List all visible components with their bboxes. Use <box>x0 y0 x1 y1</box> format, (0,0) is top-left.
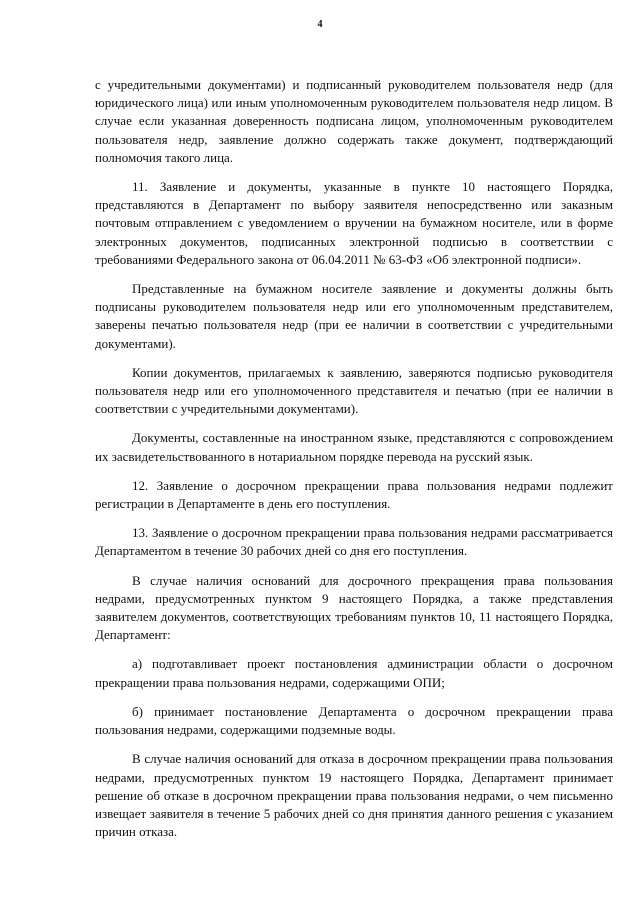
paragraph-copies: Копии документов, прилагаемых к заявлению, заверяются подписью руководителя пользователя недр или его уполномоченного представителя и печатью (при ее наличии в соответствии с учредительными документами). <box>95 364 613 417</box>
paragraph-subitem-b: б) принимает постановление Департамента о досрочном прекращении права пользования недрами, содержащими подземные воды. <box>95 703 613 738</box>
paragraph-continuation: с учредительными документами) и подписанный руководителем пользователя недр (для юридического лица) или иным уполномоченным руководителем пользователя недр лицом. В случае если указанная доверенность подписана лицом, уполномоченным руководителем пользователя недр, заявление должно содержать также документ, подтверждающий полномочия такого лица. <box>95 77 613 165</box>
paragraph-paper-documents: Представленные на бумажном носителе заявление и документы должны быть подписаны руководителем пользователя недр или его уполномоченным представителем, заверены печатью пользователя недр (при ее наличии в соответствии с учредительными документами). <box>95 281 613 351</box>
paragraph-item-12: 12. Заявление о досрочном прекращении права пользования недрами подлежит регистрации в Департаменте в день его поступления. <box>95 477 613 512</box>
document-body <box>95 76 613 852</box>
paragraph-refusal: В случае наличия оснований для отказа в досрочном прекращении права пользования недрами, предусмотренных пунктом 19 настоящего Порядка, Департамент принимает решение об отказе в досрочном прекращении права пользования недрами, о чем письменно извещает заявителя в течение 5 рабочих дней со дня принятия данного решения с указанием причин отказа. <box>95 751 613 840</box>
paragraph-item-13: 13. Заявление о досрочном прекращении права пользования недрами рассматривается Департаментом в течение 30 рабочих дней со дня его поступления. <box>95 525 613 559</box>
paragraph-foreign-language: Документы, составленные на иностранном языке, представляются с сопровождением их засвидетельствованного в нотариальном порядке перевода на русский язык. <box>95 430 613 464</box>
page-number: 4 <box>317 19 323 30</box>
paragraph-subitem-a: а) подготавливает проект постановления администрации области о досрочном прекращении права пользования недрами, содержащими ОПИ; <box>95 656 613 690</box>
paragraph-grounds: В случае наличия оснований для досрочного прекращения права пользования недрами, предусмотренных пунктом 9 настоящего Порядка, а также представления заявителем документов, соответствующих требованиям пунктов 10, 11 настоящего Порядка, Департамент: <box>95 572 613 643</box>
paragraph-item-11: 11. Заявление и документы, указанные в пункте 10 настоящего Порядка, представляются в Департамент по выбору заявителя непосредственно или заказным почтовым отправлением с уведомлением о вручении на бумажном носителе, или в форме электронных документов, подписанных электронной подписью в соответствии с требованиями Федерального закона от 06.04.2011 № 63-ФЗ «Об электронной подписи». <box>95 179 613 267</box>
